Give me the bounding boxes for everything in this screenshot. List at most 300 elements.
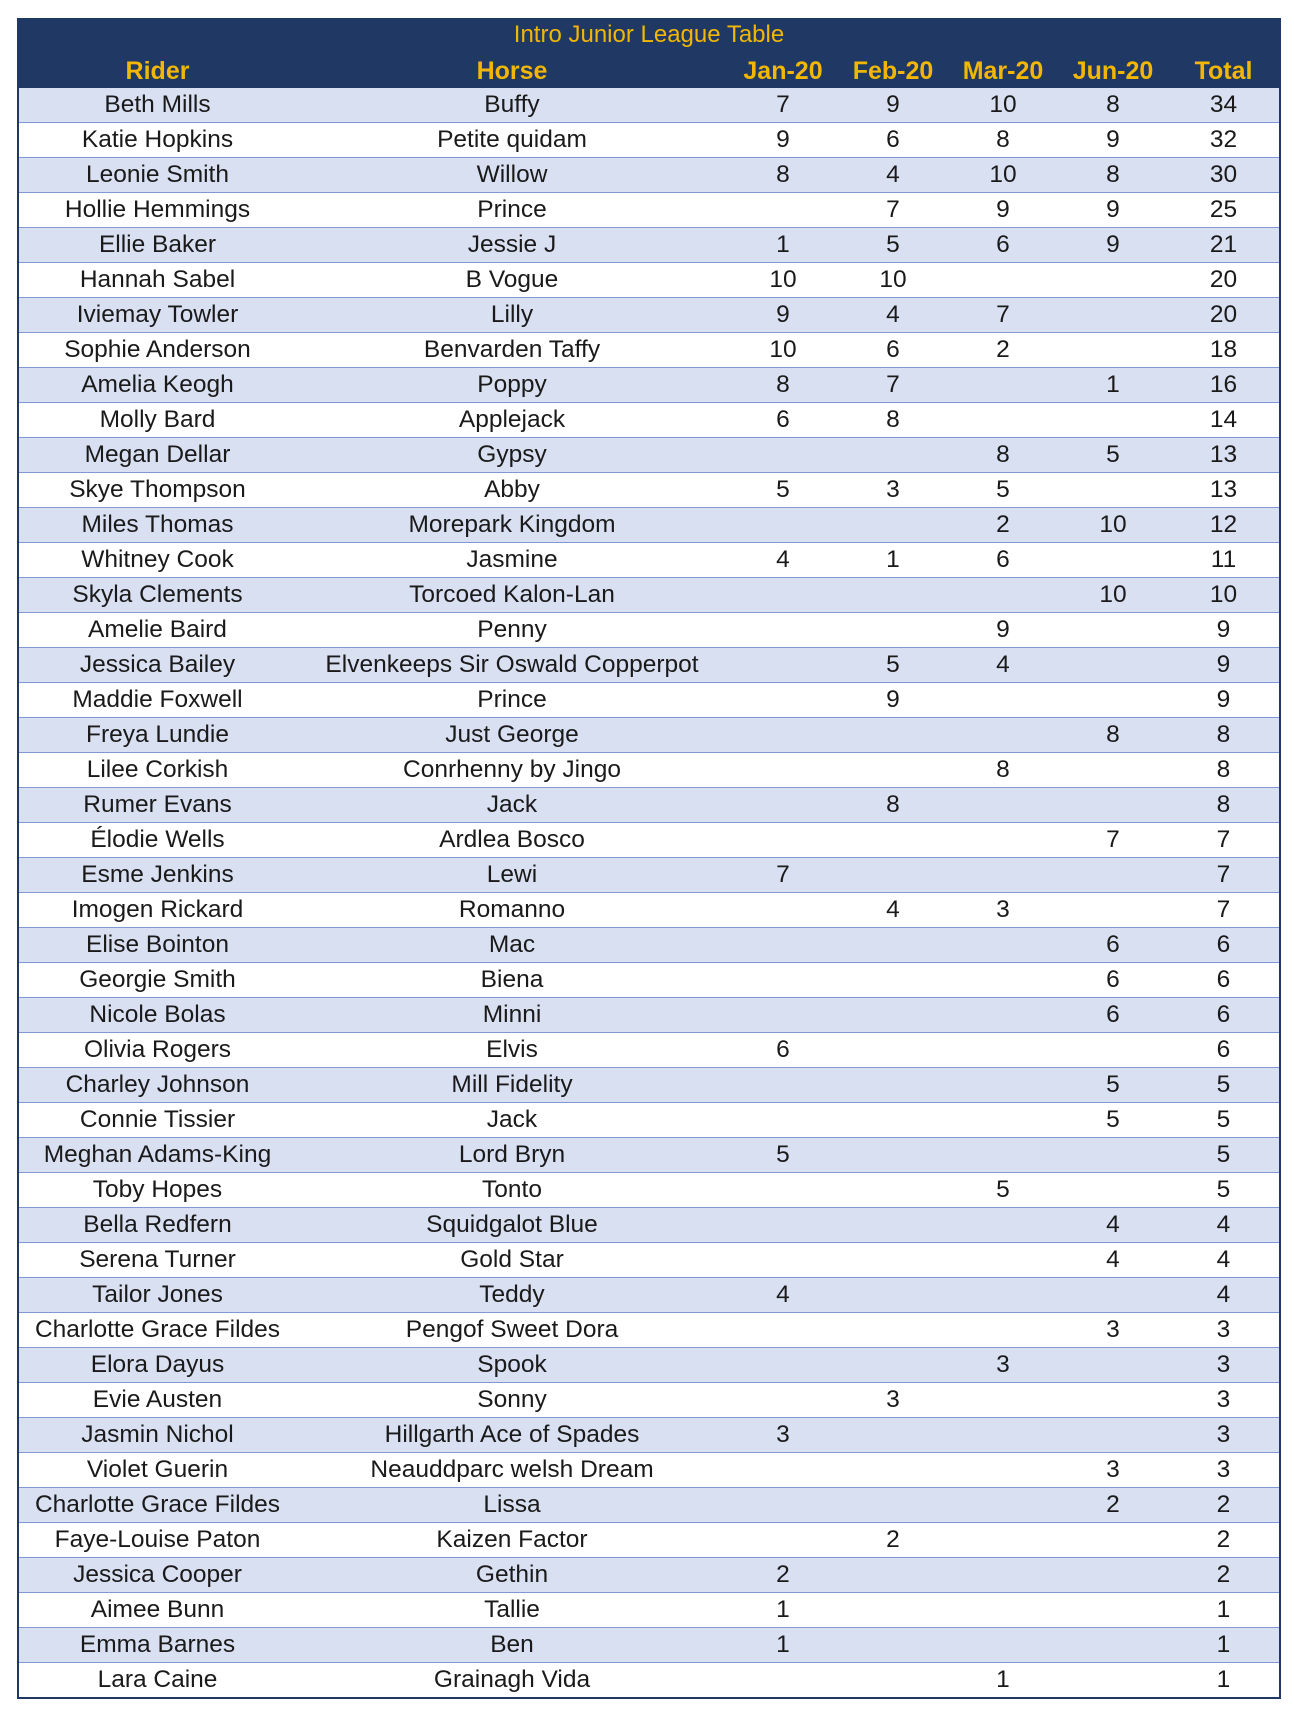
rider-cell: Elise Bointon xyxy=(18,928,296,963)
jun-20-cell xyxy=(1058,1418,1168,1453)
feb-20-cell: 1 xyxy=(838,543,948,578)
rider-cell: Beth Mills xyxy=(18,88,296,123)
horse-cell: Prince xyxy=(296,193,728,228)
total-cell: 2 xyxy=(1168,1558,1280,1593)
jan-20-cell xyxy=(728,1523,838,1558)
table-row xyxy=(18,613,1280,648)
feb-20-cell xyxy=(838,963,948,998)
jan-20-cell xyxy=(728,1243,838,1278)
league-table xyxy=(17,18,1281,1699)
table-row xyxy=(18,298,1280,333)
mar-20-cell: 4 xyxy=(948,648,1058,683)
horse-cell: Penny xyxy=(296,613,728,648)
mar-20-cell xyxy=(948,1103,1058,1138)
rider-cell: Jessica Cooper xyxy=(18,1558,296,1593)
jan-20-cell xyxy=(728,438,838,473)
total-cell: 6 xyxy=(1168,928,1280,963)
jan-20-cell xyxy=(728,1663,838,1699)
jan-20-cell: 1 xyxy=(728,1593,838,1628)
total-cell: 6 xyxy=(1168,998,1280,1033)
jun-20-cell xyxy=(1058,543,1168,578)
horse-cell: Gypsy xyxy=(296,438,728,473)
horse-cell: Buffy xyxy=(296,88,728,123)
jan-20-cell: 3 xyxy=(728,1418,838,1453)
feb-20-cell xyxy=(838,438,948,473)
table-row xyxy=(18,88,1280,123)
jan-20-cell: 8 xyxy=(728,368,838,403)
header-row xyxy=(18,53,1280,88)
jan-20-cell xyxy=(728,1068,838,1103)
total-cell: 25 xyxy=(1168,193,1280,228)
horse-cell: Elvenkeeps Sir Oswald Copperpot xyxy=(296,648,728,683)
jan-20-cell xyxy=(728,1173,838,1208)
jan-20-cell xyxy=(728,683,838,718)
horse-cell: Benvarden Taffy xyxy=(296,333,728,368)
feb-20-cell xyxy=(838,928,948,963)
jan-20-cell xyxy=(728,928,838,963)
mar-20-cell xyxy=(948,403,1058,438)
feb-20-cell: 4 xyxy=(838,158,948,193)
mar-20-cell: 1 xyxy=(948,1663,1058,1699)
rider-cell: Evie Austen xyxy=(18,1383,296,1418)
jan-20-cell: 6 xyxy=(728,403,838,438)
table-row xyxy=(18,753,1280,788)
jan-20-cell xyxy=(728,1383,838,1418)
jun-20-cell: 2 xyxy=(1058,1488,1168,1523)
horse-cell: Teddy xyxy=(296,1278,728,1313)
total-cell: 12 xyxy=(1168,508,1280,543)
total-cell: 5 xyxy=(1168,1138,1280,1173)
mar-20-cell xyxy=(948,1068,1058,1103)
horse-cell: Neauddparc welsh Dream xyxy=(296,1453,728,1488)
jan-20-cell: 9 xyxy=(728,298,838,333)
jun-20-cell xyxy=(1058,473,1168,508)
rider-cell: Olivia Rogers xyxy=(18,1033,296,1068)
jan-20-cell: 7 xyxy=(728,858,838,893)
table-row xyxy=(18,473,1280,508)
table-row xyxy=(18,928,1280,963)
feb-20-cell: 7 xyxy=(838,368,948,403)
jan-20-cell xyxy=(728,998,838,1033)
mar-20-cell: 10 xyxy=(948,158,1058,193)
rider-cell: Connie Tissier xyxy=(18,1103,296,1138)
total-cell: 13 xyxy=(1168,438,1280,473)
jun-20-cell xyxy=(1058,893,1168,928)
horse-cell: Jack xyxy=(296,788,728,823)
jun-20-cell: 9 xyxy=(1058,228,1168,263)
mar-20-cell xyxy=(948,578,1058,613)
feb-20-cell: 9 xyxy=(838,683,948,718)
table-row xyxy=(18,1208,1280,1243)
jan-20-cell xyxy=(728,1488,838,1523)
rider-cell: Katie Hopkins xyxy=(18,123,296,158)
rider-cell: Lara Caine xyxy=(18,1663,296,1699)
horse-cell: Hillgarth Ace of Spades xyxy=(296,1418,728,1453)
feb-20-cell xyxy=(838,998,948,1033)
table-row xyxy=(18,718,1280,753)
total-cell: 14 xyxy=(1168,403,1280,438)
feb-20-cell xyxy=(838,718,948,753)
mar-20-cell xyxy=(948,1453,1058,1488)
rider-cell: Skye Thompson xyxy=(18,473,296,508)
feb-20-cell xyxy=(838,1138,948,1173)
mar-20-cell xyxy=(948,788,1058,823)
rider-cell: Toby Hopes xyxy=(18,1173,296,1208)
mar-20-cell xyxy=(948,1593,1058,1628)
table-row xyxy=(18,1278,1280,1313)
rider-cell: Ellie Baker xyxy=(18,228,296,263)
jun-20-cell: 10 xyxy=(1058,578,1168,613)
total-cell: 20 xyxy=(1168,298,1280,333)
horse-cell: Minni xyxy=(296,998,728,1033)
rider-cell: Imogen Rickard xyxy=(18,893,296,928)
mar-20-cell xyxy=(948,1418,1058,1453)
mar-20-cell: 3 xyxy=(948,893,1058,928)
rider-cell: Nicole Bolas xyxy=(18,998,296,1033)
table-row xyxy=(18,1068,1280,1103)
rider-cell: Leonie Smith xyxy=(18,158,296,193)
horse-cell: Romanno xyxy=(296,893,728,928)
horse-cell: Morepark Kingdom xyxy=(296,508,728,543)
jun-20-cell: 6 xyxy=(1058,928,1168,963)
mar-20-cell xyxy=(948,368,1058,403)
table-row xyxy=(18,193,1280,228)
total-cell: 4 xyxy=(1168,1278,1280,1313)
jun-20-cell: 3 xyxy=(1058,1453,1168,1488)
jun-20-cell: 5 xyxy=(1058,438,1168,473)
jun-20-cell: 6 xyxy=(1058,998,1168,1033)
mar-20-cell xyxy=(948,823,1058,858)
rider-cell: Jessica Bailey xyxy=(18,648,296,683)
rider-cell: Amelia Keogh xyxy=(18,368,296,403)
jan-20-cell xyxy=(728,1208,838,1243)
rider-cell: Esme Jenkins xyxy=(18,858,296,893)
horse-cell: Ardlea Bosco xyxy=(296,823,728,858)
jan-20-cell: 1 xyxy=(728,1628,838,1663)
table-row xyxy=(18,1593,1280,1628)
rider-cell: Sophie Anderson xyxy=(18,333,296,368)
mar-20-cell xyxy=(948,1243,1058,1278)
mar-20-cell xyxy=(948,1628,1058,1663)
jun-20-cell: 7 xyxy=(1058,823,1168,858)
jun-20-cell xyxy=(1058,1138,1168,1173)
total-cell: 1 xyxy=(1168,1628,1280,1663)
horse-cell: Lilly xyxy=(296,298,728,333)
feb-20-cell: 6 xyxy=(838,123,948,158)
table-row xyxy=(18,123,1280,158)
table-row xyxy=(18,823,1280,858)
feb-20-cell xyxy=(838,1488,948,1523)
rider-cell: Aimee Bunn xyxy=(18,1593,296,1628)
mar-20-cell: 8 xyxy=(948,438,1058,473)
jan-20-cell xyxy=(728,753,838,788)
horse-cell: Jasmine xyxy=(296,543,728,578)
jan-20-cell: 8 xyxy=(728,158,838,193)
jan-20-cell: 1 xyxy=(728,228,838,263)
rider-cell: Faye-Louise Paton xyxy=(18,1523,296,1558)
mar-20-cell: 5 xyxy=(948,473,1058,508)
mar-20-cell: 2 xyxy=(948,333,1058,368)
feb-20-cell: 9 xyxy=(838,88,948,123)
jan-20-cell xyxy=(728,1453,838,1488)
feb-20-cell xyxy=(838,508,948,543)
mar-20-cell xyxy=(948,263,1058,298)
horse-cell: B Vogue xyxy=(296,263,728,298)
jun-20-cell xyxy=(1058,753,1168,788)
horse-cell: Applejack xyxy=(296,403,728,438)
jan-20-cell xyxy=(728,893,838,928)
table-row xyxy=(18,893,1280,928)
jun-20-cell xyxy=(1058,1278,1168,1313)
horse-cell: Prince xyxy=(296,683,728,718)
mar-20-cell xyxy=(948,928,1058,963)
feb-20-cell: 10 xyxy=(838,263,948,298)
column-header-jan-20: Jan-20 xyxy=(728,53,838,88)
feb-20-cell xyxy=(838,823,948,858)
mar-20-cell xyxy=(948,963,1058,998)
mar-20-cell: 9 xyxy=(948,613,1058,648)
feb-20-cell: 4 xyxy=(838,893,948,928)
mar-20-cell: 6 xyxy=(948,228,1058,263)
total-cell: 3 xyxy=(1168,1453,1280,1488)
total-cell: 3 xyxy=(1168,1313,1280,1348)
jan-20-cell: 6 xyxy=(728,1033,838,1068)
rider-cell: Jasmin Nichol xyxy=(18,1418,296,1453)
total-cell: 8 xyxy=(1168,788,1280,823)
horse-cell: Lewi xyxy=(296,858,728,893)
mar-20-cell xyxy=(948,1278,1058,1313)
mar-20-cell xyxy=(948,858,1058,893)
total-cell: 11 xyxy=(1168,543,1280,578)
feb-20-cell: 5 xyxy=(838,648,948,683)
feb-20-cell xyxy=(838,1348,948,1383)
jun-20-cell xyxy=(1058,788,1168,823)
horse-cell: Tonto xyxy=(296,1173,728,1208)
table-header xyxy=(18,53,1280,88)
table-row xyxy=(18,648,1280,683)
mar-20-cell: 6 xyxy=(948,543,1058,578)
rider-cell: Whitney Cook xyxy=(18,543,296,578)
table-row xyxy=(18,158,1280,193)
horse-cell: Jessie J xyxy=(296,228,728,263)
feb-20-cell xyxy=(838,1663,948,1699)
total-cell: 16 xyxy=(1168,368,1280,403)
total-cell: 8 xyxy=(1168,718,1280,753)
jun-20-cell xyxy=(1058,1383,1168,1418)
jan-20-cell xyxy=(728,1103,838,1138)
jun-20-cell: 8 xyxy=(1058,88,1168,123)
feb-20-cell: 8 xyxy=(838,788,948,823)
table-row xyxy=(18,788,1280,823)
horse-cell: Conrhenny by Jingo xyxy=(296,753,728,788)
total-cell: 2 xyxy=(1168,1523,1280,1558)
feb-20-cell xyxy=(838,1243,948,1278)
horse-cell: Gold Star xyxy=(296,1243,728,1278)
jun-20-cell xyxy=(1058,1558,1168,1593)
feb-20-cell xyxy=(838,1208,948,1243)
horse-cell: Mill Fidelity xyxy=(296,1068,728,1103)
jan-20-cell xyxy=(728,193,838,228)
total-cell: 13 xyxy=(1168,473,1280,508)
rider-cell: Miles Thomas xyxy=(18,508,296,543)
horse-cell: Just George xyxy=(296,718,728,753)
jan-20-cell xyxy=(728,823,838,858)
jan-20-cell: 2 xyxy=(728,1558,838,1593)
horse-cell: Kaizen Factor xyxy=(296,1523,728,1558)
total-cell: 2 xyxy=(1168,1488,1280,1523)
jan-20-cell: 4 xyxy=(728,1278,838,1313)
mar-20-cell xyxy=(948,1138,1058,1173)
horse-cell: Petite quidam xyxy=(296,123,728,158)
rider-cell: Charlotte Grace Fildes xyxy=(18,1313,296,1348)
horse-cell: Abby xyxy=(296,473,728,508)
feb-20-cell: 3 xyxy=(838,1383,948,1418)
horse-cell: Jack xyxy=(296,1103,728,1138)
table-row xyxy=(18,1348,1280,1383)
jan-20-cell xyxy=(728,963,838,998)
total-cell: 3 xyxy=(1168,1348,1280,1383)
mar-20-cell: 3 xyxy=(948,1348,1058,1383)
feb-20-cell xyxy=(838,1103,948,1138)
column-header-jun-20: Jun-20 xyxy=(1058,53,1168,88)
total-cell: 1 xyxy=(1168,1663,1280,1699)
jan-20-cell: 10 xyxy=(728,263,838,298)
jun-20-cell xyxy=(1058,1663,1168,1699)
mar-20-cell xyxy=(948,1033,1058,1068)
horse-cell: Lissa xyxy=(296,1488,728,1523)
table-row xyxy=(18,1418,1280,1453)
mar-20-cell xyxy=(948,1208,1058,1243)
table-row xyxy=(18,228,1280,263)
horse-cell: Poppy xyxy=(296,368,728,403)
table-row xyxy=(18,1243,1280,1278)
rider-cell: Tailor Jones xyxy=(18,1278,296,1313)
jan-20-cell: 4 xyxy=(728,543,838,578)
horse-cell: Tallie xyxy=(296,1593,728,1628)
table-row xyxy=(18,263,1280,298)
jun-20-cell: 9 xyxy=(1058,193,1168,228)
jun-20-cell xyxy=(1058,858,1168,893)
total-cell: 10 xyxy=(1168,578,1280,613)
table-row xyxy=(18,543,1280,578)
rider-cell: Élodie Wells xyxy=(18,823,296,858)
table-row xyxy=(18,1453,1280,1488)
table-row xyxy=(18,683,1280,718)
table-body xyxy=(18,88,1280,1698)
jun-20-cell xyxy=(1058,683,1168,718)
mar-20-cell: 7 xyxy=(948,298,1058,333)
total-cell: 4 xyxy=(1168,1243,1280,1278)
rider-cell: Bella Redfern xyxy=(18,1208,296,1243)
total-cell: 6 xyxy=(1168,1033,1280,1068)
feb-20-cell: 5 xyxy=(838,228,948,263)
table-row xyxy=(18,1558,1280,1593)
table-row xyxy=(18,998,1280,1033)
horse-cell: Elvis xyxy=(296,1033,728,1068)
jan-20-cell xyxy=(728,788,838,823)
total-cell: 8 xyxy=(1168,753,1280,788)
jun-20-cell xyxy=(1058,1593,1168,1628)
table-title: Intro Junior League Table xyxy=(17,18,1281,52)
jan-20-cell xyxy=(728,508,838,543)
jan-20-cell: 7 xyxy=(728,88,838,123)
jun-20-cell xyxy=(1058,1173,1168,1208)
feb-20-cell xyxy=(838,1068,948,1103)
jun-20-cell xyxy=(1058,613,1168,648)
total-cell: 7 xyxy=(1168,893,1280,928)
feb-20-cell xyxy=(838,753,948,788)
table-row xyxy=(18,438,1280,473)
table-row xyxy=(18,1313,1280,1348)
feb-20-cell xyxy=(838,1453,948,1488)
feb-20-cell: 3 xyxy=(838,473,948,508)
table-row xyxy=(18,403,1280,438)
table-row xyxy=(18,578,1280,613)
jun-20-cell: 6 xyxy=(1058,963,1168,998)
total-cell: 7 xyxy=(1168,858,1280,893)
total-cell: 34 xyxy=(1168,88,1280,123)
table-row xyxy=(18,1103,1280,1138)
column-header-feb-20: Feb-20 xyxy=(838,53,948,88)
mar-20-cell xyxy=(948,1488,1058,1523)
jun-20-cell xyxy=(1058,648,1168,683)
jun-20-cell xyxy=(1058,403,1168,438)
mar-20-cell: 10 xyxy=(948,88,1058,123)
rider-cell: Violet Guerin xyxy=(18,1453,296,1488)
mar-20-cell xyxy=(948,683,1058,718)
horse-cell: Spook xyxy=(296,1348,728,1383)
jun-20-cell xyxy=(1058,1033,1168,1068)
jan-20-cell xyxy=(728,613,838,648)
rider-cell: Georgie Smith xyxy=(18,963,296,998)
total-cell: 5 xyxy=(1168,1068,1280,1103)
rider-cell: Elora Dayus xyxy=(18,1348,296,1383)
total-cell: 5 xyxy=(1168,1173,1280,1208)
table-row xyxy=(18,858,1280,893)
rider-cell: Meghan Adams-King xyxy=(18,1138,296,1173)
jan-20-cell xyxy=(728,578,838,613)
feb-20-cell: 7 xyxy=(838,193,948,228)
jun-20-cell: 5 xyxy=(1058,1103,1168,1138)
total-cell: 6 xyxy=(1168,963,1280,998)
jun-20-cell xyxy=(1058,263,1168,298)
mar-20-cell xyxy=(948,998,1058,1033)
table-row xyxy=(18,333,1280,368)
mar-20-cell xyxy=(948,718,1058,753)
table-row xyxy=(18,1628,1280,1663)
jun-20-cell: 9 xyxy=(1058,123,1168,158)
horse-cell: Gethin xyxy=(296,1558,728,1593)
column-header-rider: Rider xyxy=(18,53,296,88)
table-row xyxy=(18,508,1280,543)
feb-20-cell xyxy=(838,1278,948,1313)
mar-20-cell xyxy=(948,1523,1058,1558)
horse-cell: Grainagh Vida xyxy=(296,1663,728,1699)
horse-cell: Ben xyxy=(296,1628,728,1663)
total-cell: 5 xyxy=(1168,1103,1280,1138)
horse-cell: Squidgalot Blue xyxy=(296,1208,728,1243)
feb-20-cell xyxy=(838,1628,948,1663)
feb-20-cell xyxy=(838,1173,948,1208)
total-cell: 20 xyxy=(1168,263,1280,298)
horse-cell: Lord Bryn xyxy=(296,1138,728,1173)
mar-20-cell xyxy=(948,1313,1058,1348)
total-cell: 21 xyxy=(1168,228,1280,263)
jun-20-cell: 4 xyxy=(1058,1208,1168,1243)
rider-cell: Lilee Corkish xyxy=(18,753,296,788)
column-header-mar-20: Mar-20 xyxy=(948,53,1058,88)
feb-20-cell xyxy=(838,578,948,613)
